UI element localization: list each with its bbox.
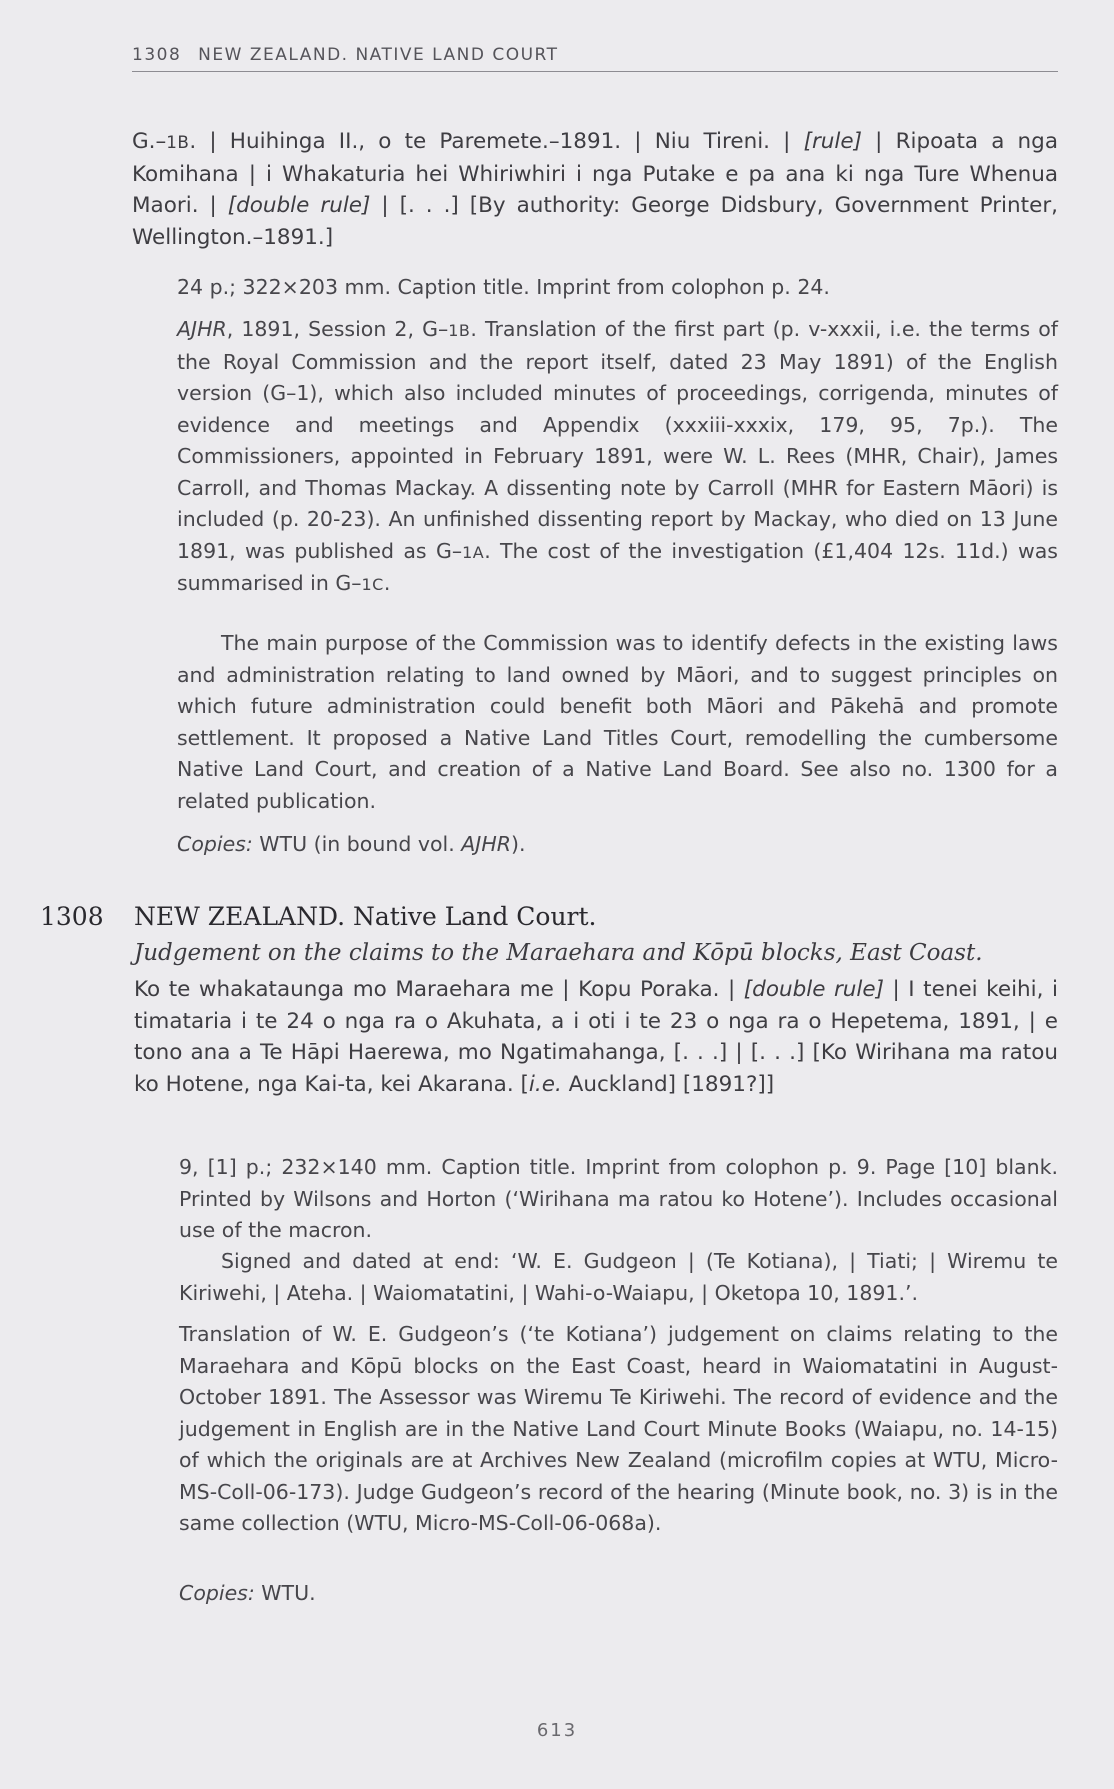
- entry-1308-translation-note: Translation of W. E. Gudgeon’s (‘te Kotiana’) judgement on claims relating to the Maraehara and Kōpū blocks on the East Coast, heard in Waiomatatini in August-October 1891. The Assessor was Wiremu Te Kiriwehi. The record of evidence and the judgement in English are in the Native Land Court Minute Books (Waiapu, no. 14-15) of which the originals are at Archives New Zealand (microfilm copies at WTU, Micro-MS-Coll-06-173). Judge Gudgeon’s record of the hearing (Minute book, no. 3) is in the same collection (WTU, Micro-MS-Coll-06-068a).: [179, 1322, 1058, 1535]
- entry-1308-transcription: Ko te whakataunga mo Maraehara me | Kopu Poraka. | [double rule] | I tenei keihi, i timataria i te 24 o nga ra o Akuhata, a i oti i te 23 o nga ra o Hepetema, 1891, | e tono ana a Te Hāpi Haerewa, mo Ngatimahanga, [. . .] | [. . .] [Ko Wirihana ma ratou ko Hotene, nga Kai-ta, kei Akarana. [i.e. Auckland] [1891?]]: [134, 977, 1058, 1097]
- entry-1307-copies: Copies: WTU (in bound vol. AJHR).: [177, 832, 526, 856]
- running-head-title: NEW ZEALAND. NATIVE LAND COURT: [198, 45, 559, 65]
- folio-page-number: 613: [536, 1720, 578, 1741]
- entry-1308-signed-note: Signed and dated at end: ‘W. E. Gudgeon | (Te Kotiana), | Tiati; | Wiremu te Kiriwehi, | Ateha. | Waiomatatini, | Wahi-o-Waiapu, | Oketopa 10, 1891.’.: [179, 1249, 1058, 1305]
- entry-1307-purpose-note: The main purpose of the Commission was to identify defects in the existing laws and administration relating to land owned by Māori, and to suggest principles on which future administration could benefit both Māori and Pākehā and promote settlement. It proposed a Native Land Titles Court, remodelling the cumbersome Native Land Court, and creation of a Native Land Board. See also no. 1300 for a related publication.: [177, 631, 1058, 813]
- entry-1308-copies: Copies: WTU.: [179, 1581, 316, 1605]
- entry-1307-collation: 24 p.; 322×203 mm. Caption title. Imprint from colophon p. 24.: [177, 275, 830, 299]
- running-head: [132, 45, 1058, 72]
- entry-1308-collation: 9, [1] p.; 232×140 mm. Caption title. Imprint from colophon p. 9. Page [10] blank. Printed by Wilsons and Horton (‘Wirihana ma ratou ko Hotene’). Includes occasional use of the macron.: [179, 1155, 1058, 1242]
- entry-heading: NEW ZEALAND. Native Land Court.: [134, 902, 597, 931]
- entry-number: 1308: [40, 902, 104, 931]
- entry-1307-citation: G.–1B. | Huihinga II., o te Paremete.–1891. | Niu Tireni. | [rule] | Ripoata a nga Komihana | i Whakaturia hei Whiriwhiri i nga Putake e pa ana ki nga Ture Whenua Maori. | [double rule] | [. . .] [By authority: George Didsbury, Government Printer, Wellington.–1891.]: [132, 129, 1058, 250]
- entry-1307-note: AJHR, 1891, Session 2, G–1B. Translation of the first part (p. v-xxxii, i.e. the terms of the Royal Commission and the report itself, dated 23 May 1891) of the English version (G–1), which also included minutes of proceedings, corrigenda, minutes of evidence and meetings and Appendix (xxxiii-xxxix, 179, 95, 7p.). The Commissioners, appointed in February 1891, were W. L. Rees (MHR, Chair), James Carroll, and Thomas Mackay. A dissenting note by Carroll (MHR for Eastern Māori) is included (p. 20-23). An unfinished dissenting report by Mackay, who died on 13 June 1891, was published as G–1A. The cost of the investigation (£1,404 12s. 11d.) was summarised in G–1C.: [177, 317, 1058, 595]
- entry-title: Judgement on the claims to the Maraehara and Kōpū blocks, East Coast.: [134, 940, 983, 966]
- running-head-page-number: 1308: [132, 45, 182, 65]
